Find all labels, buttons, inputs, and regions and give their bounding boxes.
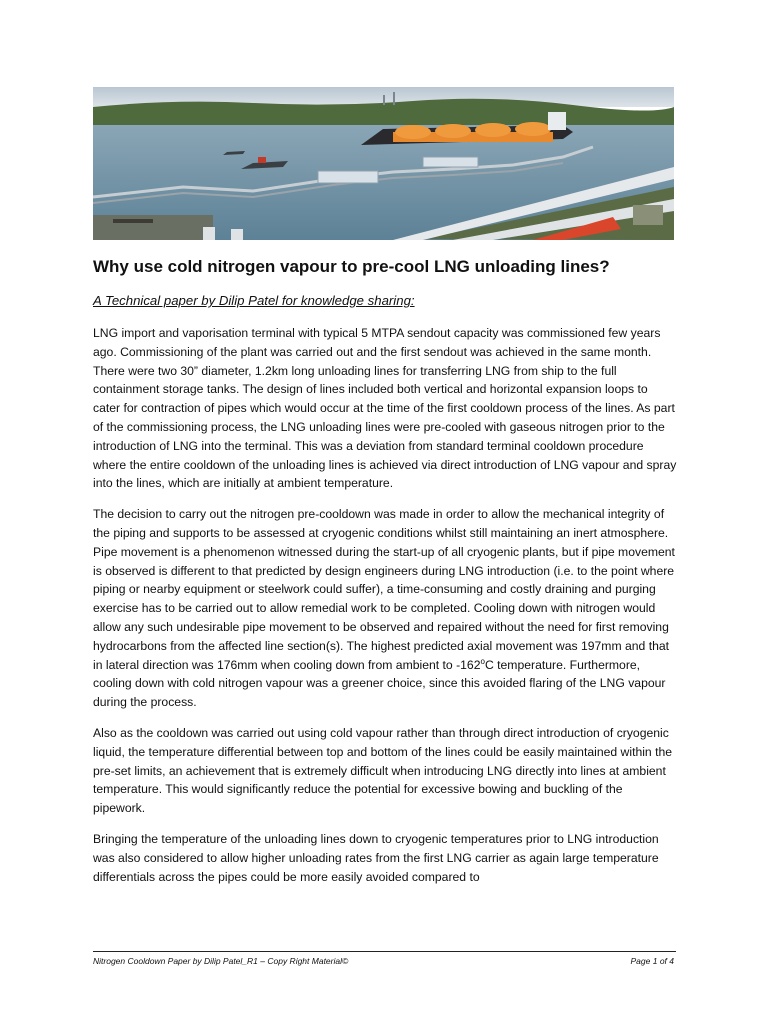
- document-subtitle: A Technical paper by Dilip Patel for knowledge sharing:: [93, 293, 415, 308]
- body-text: [93, 324, 678, 898]
- paragraph-2: [93, 505, 678, 712]
- footer-copyright: Nitrogen Cooldown Paper by Dilip Patel_R1 – Copy Right Material©: [93, 956, 349, 966]
- footer-page-number: Page 1 of 4: [630, 956, 674, 966]
- paragraph-2-text: The decision to carry out the nitrogen pre-cooldown was made in order to allow the mechanical integrity of the piping and supports to be assessed at cryogenic conditions whilst still maintaining an inert atmosphere. Pipe movement is a phenomenon witnessed during the start-up of all cryogenic plants, but if pipe movement is observed is different to that predicted by design engineers during LNG introduction (i.e. to the point where piping or nearby equipment or steelwork could suffer), a time-consuming and costly draining and purging exercise has to be carried out to allow remedial work to be completed. Cooling down with nitrogen would allow any such undesirable pipe movement to be observed and repaired without the need for first removing hydrocarbons from the affected line section(s). The highest predicted axial movement was 197mm and that in lateral direction was 176mm when cooling down from ambient to -162: [93, 507, 675, 672]
- lng-terminal-image: [93, 87, 674, 240]
- paragraph-4: Bringing the temperature of the unloading lines down to cryogenic temperatures prior to LNG introduction was also considered to allow higher unloading rates from the first LNG carrier as again large temperature differentials across the pipes could be more easily avoided compared to: [93, 831, 659, 884]
- lng-terminal-photo: [93, 87, 674, 240]
- degree-symbol: o: [480, 656, 485, 666]
- paragraph-2-text-end: C temperature. Furthermore, cooling down with cold nitrogen vapour was a greener choice, since this avoided flaring of the LNG vapour during the process.: [93, 657, 666, 710]
- paragraph-3: Also as the cooldown was carried out using cold vapour rather than through direct introduction of cryogenic liquid, the temperature differential between top and bottom of the lines could be easily maintained within the pre-set limits, an achievement that is extremely difficult when introducing LNG directly into lines at ambient temperature. This would significantly reduce the potential for excessive bowing and buckling of the pipework.: [93, 725, 673, 816]
- paragraph-1: LNG import and vaporisation terminal with typical 5 MTPA sendout capacity was commissioned few years ago. Commissioning of the plant was carried out and the first sendout was achieved in the same month. There were two 30” diameter, 1.2km long unloading lines for transferring LNG from ship to the full containment storage tanks. The design of lines included both vertical and horizontal expansion loops to cater for contraction of pipes which would occur at the time of the first cooldown process of the lines. As part of the commissioning process, the LNG unloading lines were pre-cooled with gaseous nitrogen prior to the introduction of LNG into the terminal. This was a deviation from standard terminal cooldown procedure where the entire cooldown of the unloading lines is achieved via direct introduction of LNG vapour and spray into the lines, which are initially at ambient temperature.: [93, 326, 677, 491]
- footer-divider: [93, 951, 676, 952]
- page-title: Why use cold nitrogen vapour to pre-cool LNG unloading lines?: [93, 257, 610, 276]
